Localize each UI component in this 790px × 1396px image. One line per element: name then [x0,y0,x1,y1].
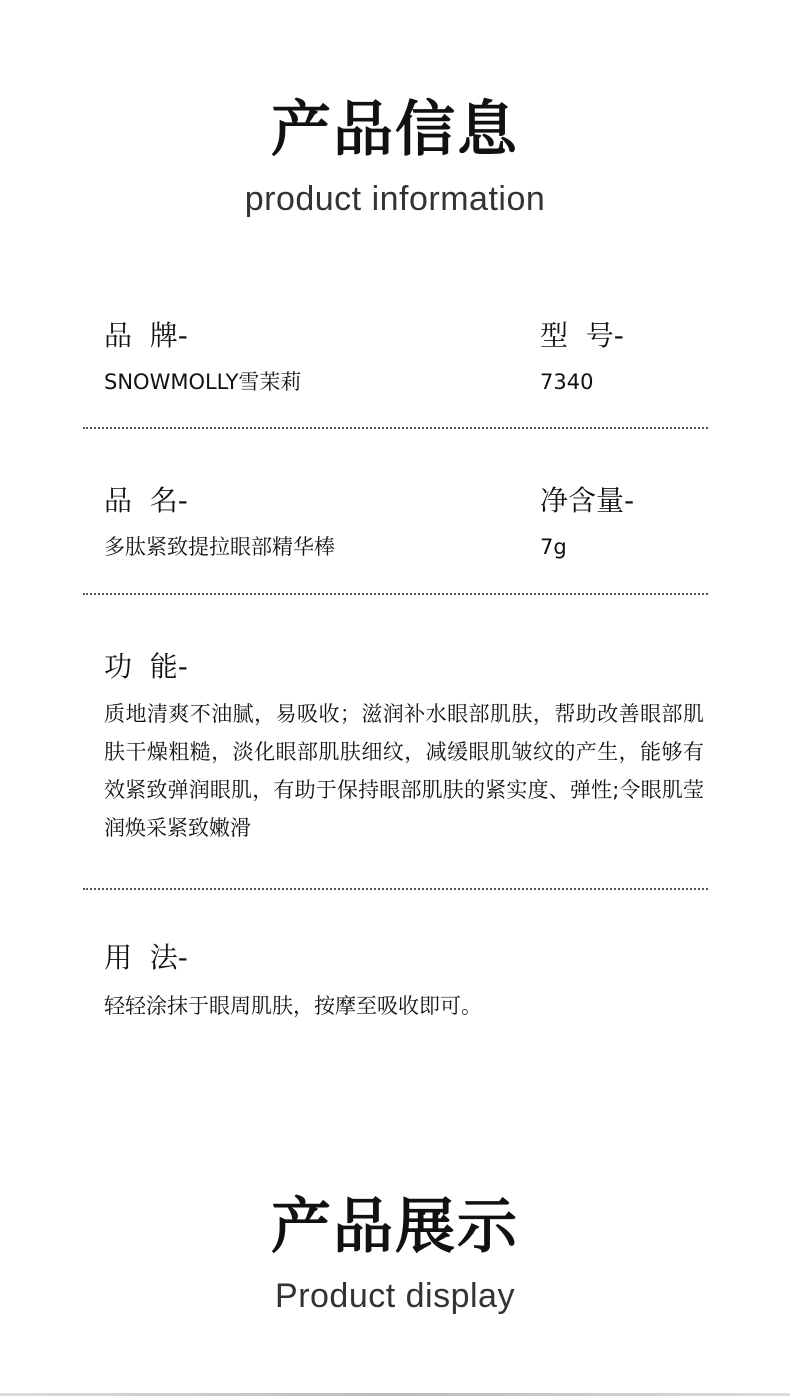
model-block [540,319,624,394]
function-label: 功 能- [104,650,188,683]
product-name-value: 多肽紧致提拉眼部精华棒 [104,535,335,559]
net-content-value: 7g [540,535,567,559]
divider [83,888,708,890]
function-value: 质地清爽不油腻，易吸收；滋润补水眼部肌肤，帮助改善眼部肌肤干燥粗糙，淡化眼部肌肤细纹，减缓眼肌皱纹的产生，能够有效紧致弹润眼肌，有助于保持眼部肌肤的紧实度、弹性;令眼肌莹润焕采紧致嫩滑 [104,702,704,840]
product-info-title: 产品信息 [271,95,519,165]
model-value: 7340 [540,370,594,394]
usage-label: 用 法- [104,941,188,974]
product-info-heading [0,95,790,218]
product-info-subtitle: product information [244,180,546,218]
brand-label: 品 牌- [104,319,188,352]
divider [83,427,708,429]
net-content-block [540,484,635,559]
brand-value: SNOWMOLLY雪茉莉 [104,370,302,394]
product-display-title: 产品展示 [271,1192,519,1262]
model-label: 型 号- [540,319,624,352]
net-content-label: 净含量- [540,484,635,517]
divider [83,593,708,595]
product-display-heading [0,1192,790,1315]
product-name-label: 品 名- [104,484,188,517]
product-display-subtitle: Product display [275,1277,515,1315]
function-block [104,650,708,847]
usage-block [104,941,708,1018]
usage-value: 轻轻涂抹于眼周肌肤，按摩至吸收即可。 [104,994,482,1018]
